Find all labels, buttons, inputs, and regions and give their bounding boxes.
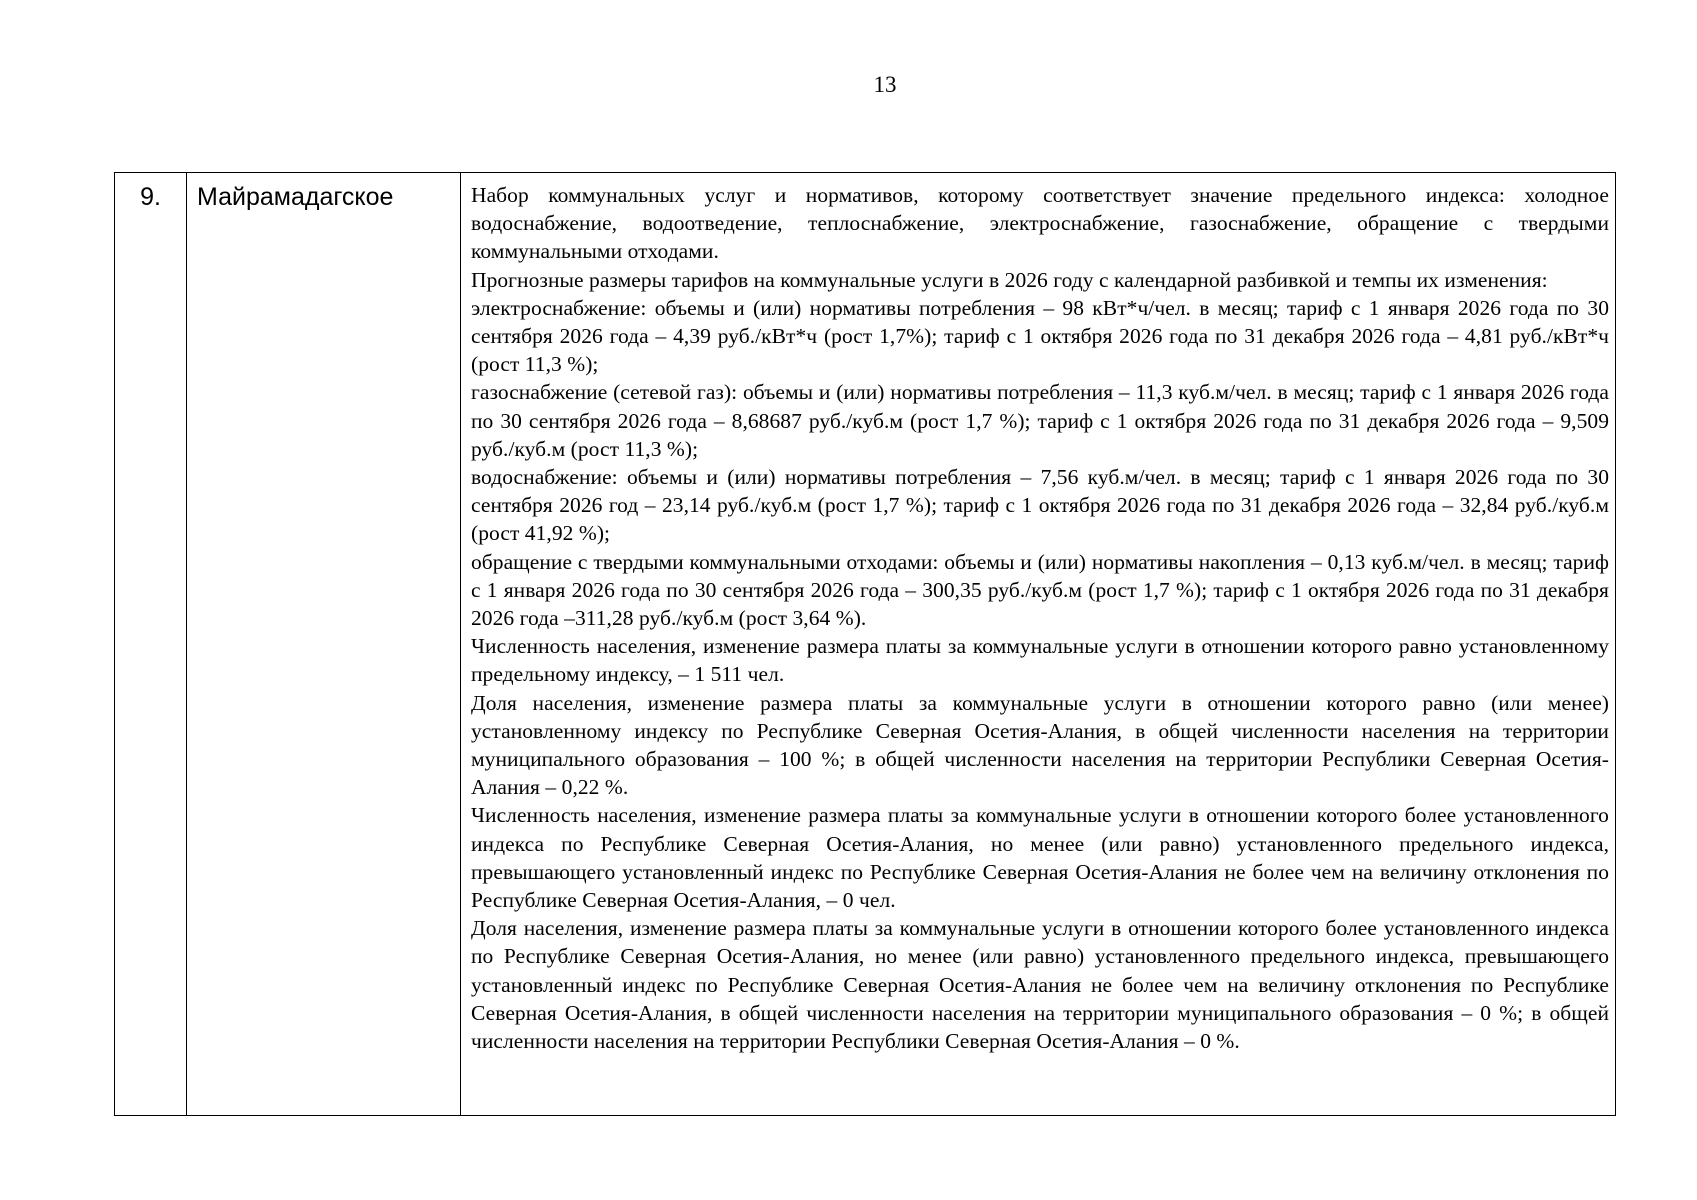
electricity-tariff-paragraph: электроснабжение: объемы и (или) нормативы потребления – 98 кВт*ч/чел. в месяц; тариф с 1 января 2026 года по 30 сентября 2026 года – 4,39 руб./кВт*ч (рост 1,7%); тариф с 1 октября 2026 года по 31 декабря 2026 года – 4,81 руб./кВт*ч (рост 11,3 %); — [471, 295, 1609, 377]
tariff-forecast-intro: Прогнозные размеры тарифов на коммунальные услуги в 2026 году с календарной разбивкой и темпы их изменения: — [471, 267, 1548, 292]
description-cell — [461, 173, 1616, 1116]
municipality-name: Майрамадагское — [187, 173, 461, 1116]
tariff-table — [114, 172, 1616, 1116]
population-above-index-paragraph: Численность населения, изменение размера платы за коммунальные услуги в отношении которого более установленного индекса по Республике Северная Осетия-Алания, но менее (или равно) установленного предельного индекса, превышающего установленный индекс по Республике Северная Осетия-Алания не более чем на величину отклонения по Республике Северная Осетия-Алания, – 0 чел. — [471, 803, 1609, 913]
row-number: 9. — [115, 173, 187, 1116]
water-tariff-paragraph: водоснабжение: объемы и (или) нормативы потребления – 7,56 куб.м/чел. в месяц; тариф с 1 января 2026 года по 30 сентября 2026 год – 23,14 руб./куб.м (рост 1,7 %); тариф с 1 октября 2026 года по 31 декабря 2026 года – 32,84 руб./куб.м (рост 41,92 %); — [471, 465, 1609, 546]
population-equal-index-paragraph: Численность населения, изменение размера платы за коммунальные услуги в отношении которого равно установленному предельному индексу, – 1 511 чел. — [471, 634, 1609, 687]
population-share-equal-paragraph: Доля населения, изменение размера платы за коммунальные услуги в отношении которого равно (или менее) установленному индексу по Республике Северная Осетия-Алания, в общей численности населения на территории муниципального образования – 100 %; в общей численности населения на территории Республики Северная Осетия-Алания – 0,22 %. — [471, 690, 1609, 800]
services-set-paragraph: Набор коммунальных услуг и нормативов, которому соответствует значение предельного индекса: холодное водоснабжение, водоотведение, теплоснабжение, электроснабжение, газоснабжение, обращение с твердыми коммунальными отходами. — [471, 183, 1609, 264]
gas-tariff-paragraph: газоснабжение (сетевой газ): объемы и (или) нормативы потребления – 11,3 куб.м/чел. в месяц; тариф с 1 января 2026 года по 30 сентября 2026 года – 8,68687 руб./куб.м (рост 1,7 %); тариф с 1 октября 2026 года по 31 декабря 2026 года – 9,509 руб./куб.м (рост 11,3 %); — [471, 380, 1609, 461]
page-number: 13 — [873, 72, 897, 97]
table-row — [115, 173, 1616, 1116]
waste-tariff-paragraph: обращение с твердыми коммунальными отходами: объемы и (или) нормативы накопления – 0,13 куб.м/чел. в месяц; тариф с 1 января 2026 года по 30 сентября 2026 года – 300,35 руб./куб.м (рост 1,7 %); тариф с 1 октября 2026 года по 31 декабря 2026 года –311,28 руб./куб.м (рост 3,64 %). — [471, 549, 1609, 631]
population-share-above-paragraph: Доля населения, изменение размера платы за коммунальные услуги в отношении которого более установленного индекса по Республике Северная Осетия-Алания, но менее (или равно) установленного предельного индекса, превышающего установленный индекс по Республике Северная Осетия-Алания не более чем на величину отклонения по Республике Северная Осетия-Алания, в общей численности населения на территории муниципального образования – 0 %; в общей численности населения на территории Республики Северная Осетия-Алания – 0 %. — [471, 916, 1609, 1054]
